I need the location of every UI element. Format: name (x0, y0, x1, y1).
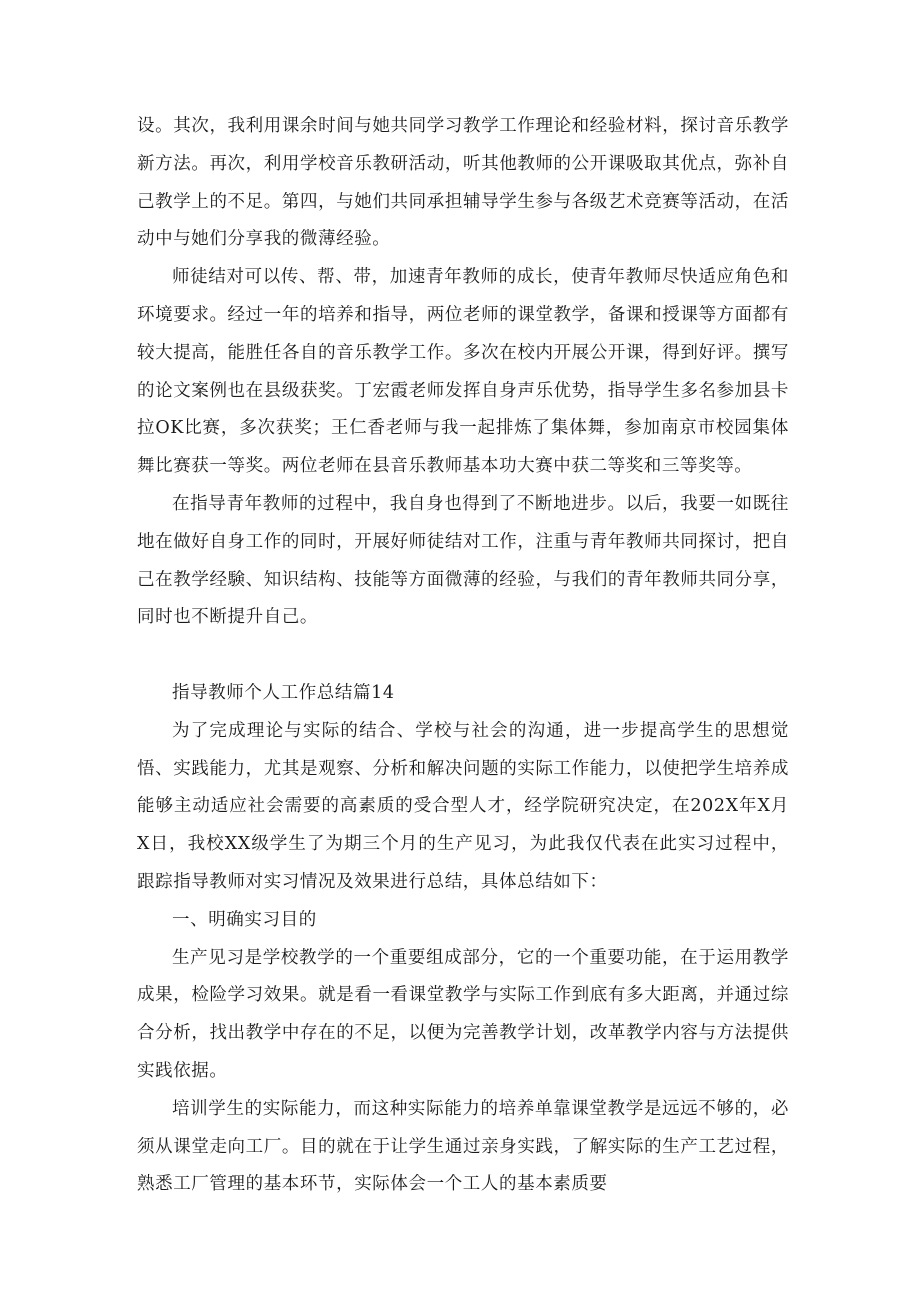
paragraph-continued: 设。其次，我利用课余时间与她共同学习教学工作理论和经验材料，探讨音乐教学新方法。再次，利用学校音乐教研活动，听其他教师的公开课吸取其优点，弥补自己教学上的不足。第四，与她们共同承担辅导学生参与各级艺术竞赛等活动，在活动中与她们分享我的微薄经验。 (137, 116, 789, 250)
subheading-internship-purpose: 一、明确实习目的 (172, 909, 317, 930)
paragraph-self-improvement: 在指导青年教师的过程中，我自身也得到了不断地进步。以后，我要一如既往地在做好自身工作的同时，开展好师徒结对工作，注重与青年教师共同探讨，把自己在教学经験、知识结构、技能等方面微薄的经验，与我们的青年教师共同分享，同时也不断提升自己。 (137, 493, 789, 628)
document-body (137, 108, 789, 1204)
paragraph-section-intro: 为了完成理论与实际的结合、学校与社会的沟通，进一步提高学生的思想觉悟、实践能力，尤其是观察、分析和解决问题的实际工作能力，以使把学生培养成能够主动适应社会需要的高素质的受合型人才，经学院研究决定，在202X年X月X日，我校XX级学生了为期三个月的生产见习，为此我仅代表在此实习过程中，跟踪指导教师对实习情况及效果进行总结，具体总结如下： (137, 720, 789, 892)
paragraph-practical-training: 培训学生的实际能力，而这种实际能力的培养单靠课堂教学是远远不够的，必须从课堂走向工厂。目的就在于让学生通过亲身实践，了解实际的生产工艺过程，熟悉工厂管理的基本环节，实际体会一个工人的基本素质要 (137, 1098, 789, 1195)
paragraph-mentoring-results: 师徒结对可以传、帮、带，加速青年教师的成长，使青年教师尽快适应角色和环境要求。经过一年的培养和指导，两位老师的课堂教学，备课和授课等方面都有较大提高，能胜任各自的音乐教学工作。多次在校内开展公开课，得到好评。撰写的论文案例也在县级获奖。丁宏霞老师发挥自身声乐优势，指导学生多名参加县卡拉OK比赛，多次获奖；王仁香老师与我一起排炼了集体舞，参加南京市校园集体舞比赛获一等奖。两位老师在县音乐教师基本功大赛中获二等奖和三等奖等。 (137, 267, 789, 477)
paragraph-internship-role: 生产见习是学校教学的一个重要组成部分，它的一个重要功能，在于运用教学成果，检险学习效果。就是看一看课堂教学与实际工作到底有多大距离，并通过综合分析，找出教学中存在的不足，以便为完善教学计划，改革教学内容与方法提供实践依据。 (137, 947, 789, 1081)
section-title: 指导教师个人工作总结篇14 (172, 682, 395, 703)
